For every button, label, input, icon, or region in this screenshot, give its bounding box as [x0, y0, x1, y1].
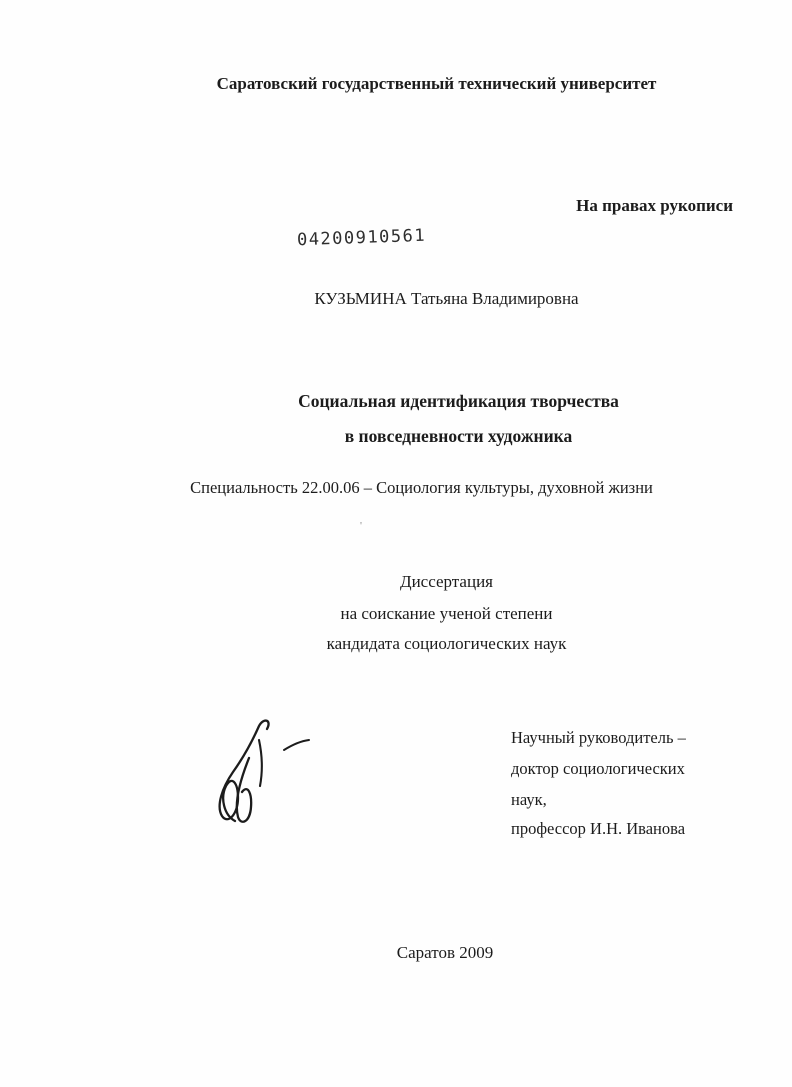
signature-stroke-tail [259, 740, 262, 786]
signature-dash [284, 740, 309, 750]
manuscript-rights-note: На правах рукописи [576, 196, 733, 215]
registration-stamp-number: 04200910561 [296, 225, 427, 251]
city-and-year: Саратов 2009 [396, 943, 494, 962]
specialty-line: Специальность 22.00.06 – Социология культуры, духовной жизни [190, 478, 653, 497]
dissertation-statement-line2: на соискание ученой степени [340, 604, 553, 623]
handwritten-signature [188, 710, 338, 832]
stray-scan-mark: ' [360, 520, 362, 532]
dissertation-statement-line3: кандидата социологических наук [326, 634, 567, 653]
dissertation-title-line2: в повседневности художника [344, 426, 573, 446]
dissertation-title [125, 384, 792, 454]
dissertation-title-line1: Социальная идентификация творчества [298, 391, 619, 411]
supervisor-degree-line2: наук, [511, 790, 547, 809]
university-name: Саратовский государственный технический университет [216, 74, 657, 93]
supervisor-label: Научный руководитель – [511, 728, 686, 747]
dissertation-statement-line1: Диссертация [399, 572, 493, 591]
author-name: КУЗЬМИНА Татьяна Владимировна [314, 289, 579, 308]
signature-stroke-loop [237, 758, 251, 822]
supervisor-name: профессор И.Н. Иванова [511, 819, 686, 838]
supervisor-degree-line1: доктор социологических [511, 759, 685, 778]
